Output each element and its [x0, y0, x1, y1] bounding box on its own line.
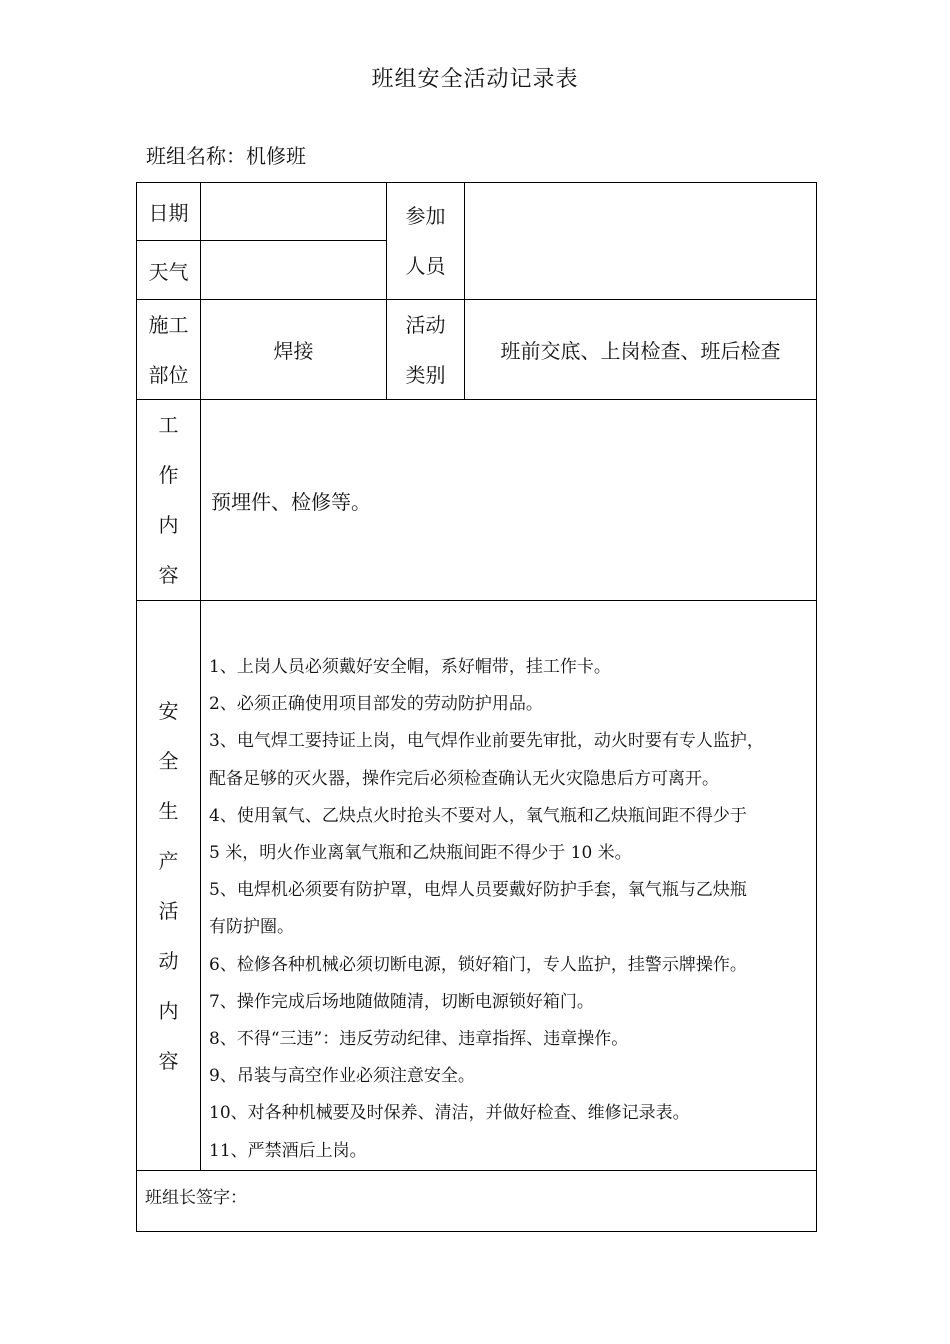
safety-rule-line: 2、必须正确使用项目部发的劳动防护用品。 [209, 694, 543, 715]
work-content-label-char: 内 [158, 513, 179, 537]
safety-rule-line: 10、对各种机械要及时保养、清洁，并做好检查、维修记录表。 [209, 1103, 690, 1124]
activity-type-label [387, 300, 464, 399]
safety-rule-line: 9、吊装与高空作业必须注意安全。 [209, 1066, 475, 1087]
safety-label-char: 生 [158, 798, 179, 823]
activity-type-value: 班前交底、上岗检查、班后检查 [500, 339, 781, 363]
safety-rule-line: 1、上岗人员必须戴好安全帽，系好帽带，挂工作卡。 [209, 657, 611, 677]
safety-rule-line: 8、不得“三违”：违反劳动纪律、违章指挥、违章操作。 [209, 1029, 629, 1050]
work-content-label-char: 作 [158, 463, 179, 487]
activity-type-label-line: 活动 [405, 312, 446, 337]
safety-rule-line: 5、电焊机必须要有防护罩，电焊人员要戴好防护手套，氧气瓶与乙炔瓶 [209, 880, 747, 901]
row-divider [137, 1170, 816, 1171]
safety-rule-line: 4、使用氧气、乙炔点火时抢头不要对人，氧气瓶和乙炔瓶间距不得少于 [209, 805, 747, 826]
safety-label-char: 动 [158, 948, 179, 973]
date-label: 日期 [148, 201, 189, 225]
safety-label-char: 产 [158, 848, 179, 873]
work-content-label-char: 容 [158, 563, 179, 587]
safety-rule-line: 11、严禁酒后上岗。 [209, 1140, 367, 1161]
safety-rule-line: 有防护圈。 [209, 917, 294, 938]
page-title: 班组安全活动记录表 [371, 67, 579, 92]
participants-label-line: 参加 [405, 204, 446, 228]
safety-label-char: 安 [158, 698, 179, 723]
participants-field[interactable] [465, 183, 816, 299]
leader-signature-label: 班组长签字： [145, 1188, 247, 1208]
safety-rule-line: 5 米，明火作业离氧气瓶和乙炔瓶间距不得少于 10 米。 [209, 843, 632, 864]
site-label [137, 300, 200, 399]
activity-record-table [136, 182, 817, 1232]
activity-type-label-line: 类别 [405, 362, 446, 387]
site-value: 焊接 [273, 339, 314, 363]
weather-field[interactable] [201, 241, 386, 299]
safety-label-char: 内 [158, 998, 179, 1023]
participants-label [387, 183, 464, 299]
safety-rule-line: 7、操作完成后场地随做随清，切断电源锁好箱门。 [209, 991, 594, 1012]
safety-label-char: 活 [158, 898, 179, 923]
participants-label-line: 人员 [405, 254, 446, 278]
work-content-label [137, 400, 200, 600]
site-label-line: 施工 [148, 312, 189, 337]
safety-label-char: 容 [158, 1048, 179, 1073]
weather-label: 天气 [148, 259, 189, 284]
safety-rule-line: 6、检修各种机械必须切断电源，锁好箱门，专人监护，挂警示牌操作。 [209, 954, 747, 975]
work-content-value: 预埋件、检修等。 [211, 489, 371, 514]
safety-content-label [137, 601, 200, 1170]
safety-label-char: 全 [158, 748, 179, 773]
team-name: 班组名称：机修班 [146, 144, 306, 168]
date-field[interactable] [201, 183, 386, 240]
safety-rule-line: 3、电气焊工要持证上岗，电气焊作业前要先审批，动火时要有专人监护， [209, 731, 764, 752]
row-divider [137, 600, 816, 601]
work-content-label-char: 工 [158, 413, 179, 437]
site-label-line: 部位 [148, 362, 189, 387]
safety-rules-list [209, 649, 813, 1170]
safety-rule-line: 配备足够的灭火器，操作完后必须检查确认无火灾隐患后方可离开。 [209, 768, 719, 789]
